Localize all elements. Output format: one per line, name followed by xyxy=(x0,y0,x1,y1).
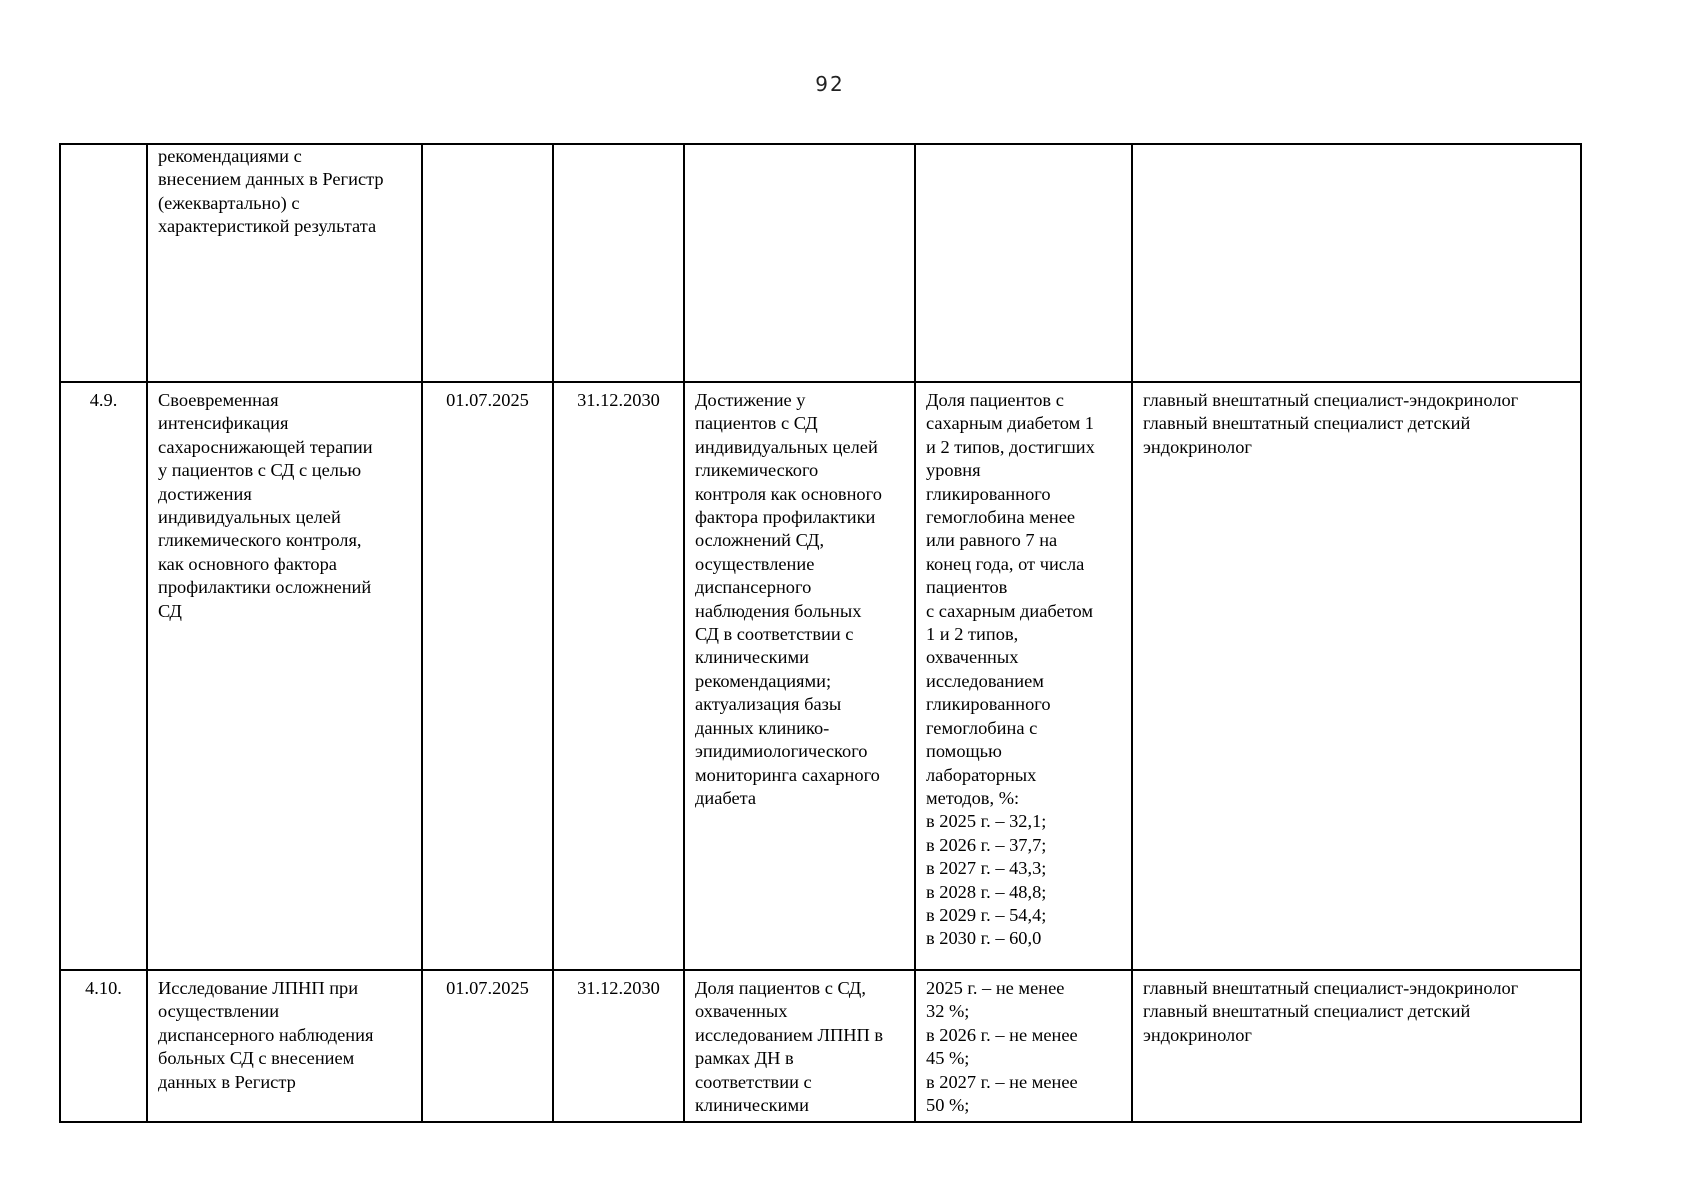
item-number-cell: 4.9. xyxy=(60,382,147,970)
item-number-cell xyxy=(60,144,147,382)
item-number-cell: 4.10. xyxy=(60,970,147,1122)
start-date-cell xyxy=(422,144,553,382)
start-date-cell: 01.07.2025 xyxy=(422,382,553,970)
responsible-cell xyxy=(1132,144,1581,382)
indicator-cell: 2025 г. – не менее 32 %; в 2026 г. – не менее 45 %; в 2027 г. – не менее 50 %; xyxy=(915,970,1132,1122)
end-date-cell: 31.12.2030 xyxy=(553,970,684,1122)
end-date-cell xyxy=(553,144,684,382)
expected-result-cell xyxy=(684,144,915,382)
page-number: 92 xyxy=(815,72,845,96)
task-cell: рекомендациями с внесением данных в Регистр (ежеквартально) с характеристикой результата xyxy=(147,144,422,382)
end-date-cell: 31.12.2030 xyxy=(553,382,684,970)
start-date-cell: 01.07.2025 xyxy=(422,970,553,1122)
table-row xyxy=(60,382,1581,970)
responsible-cell: главный внештатный специалист-эндокринолог главный внештатный специалист детский эндокринолог xyxy=(1132,970,1581,1122)
indicator-cell: Доля пациентов с сахарным диабетом 1 и 2 типов, достигших уровня гликированного гемоглобина менее или равного 7 на конец года, от числа пациентов с сахарным диабетом 1 и 2 типов, охваченных исследованием гликированного гемоглобина с помощью лабораторных методов, %: в 2025 г. – 32,1; в 2026 г. – 37,7; в 2027 г. – 43,3; в 2028 г. – 48,8; в 2029 г. – 54,4; в 2030 г. – 60,0 xyxy=(915,382,1132,970)
expected-result-cell: Доля пациентов с СД, охваченных исследованием ЛПНП в рамках ДН в соответствии с клиническими xyxy=(684,970,915,1122)
task-cell: Исследование ЛПНП при осуществлении диспансерного наблюдения больных СД с внесением данных в Регистр xyxy=(147,970,422,1122)
table-row xyxy=(60,970,1581,1122)
action-plan-table xyxy=(59,143,1582,1123)
responsible-cell: главный внештатный специалист-эндокринолог главный внештатный специалист детский эндокринолог xyxy=(1132,382,1581,970)
expected-result-cell: Достижение у пациентов с СД индивидуальных целей гликемического контроля как основного фактора профилактики осложнений СД, осуществление диспансерного наблюдения больных СД в соответствии с клиническими рекомендациями; актуализация базы данных клинико- эпидимиологического мониторинга сахарного диабета xyxy=(684,382,915,970)
task-cell: Своевременная интенсификация сахароснижающей терапии у пациентов с СД с целью достижения индивидуальных целей гликемического контроля, как основного фактора профилактики осложнений СД xyxy=(147,382,422,970)
indicator-cell xyxy=(915,144,1132,382)
table-row xyxy=(60,144,1581,382)
